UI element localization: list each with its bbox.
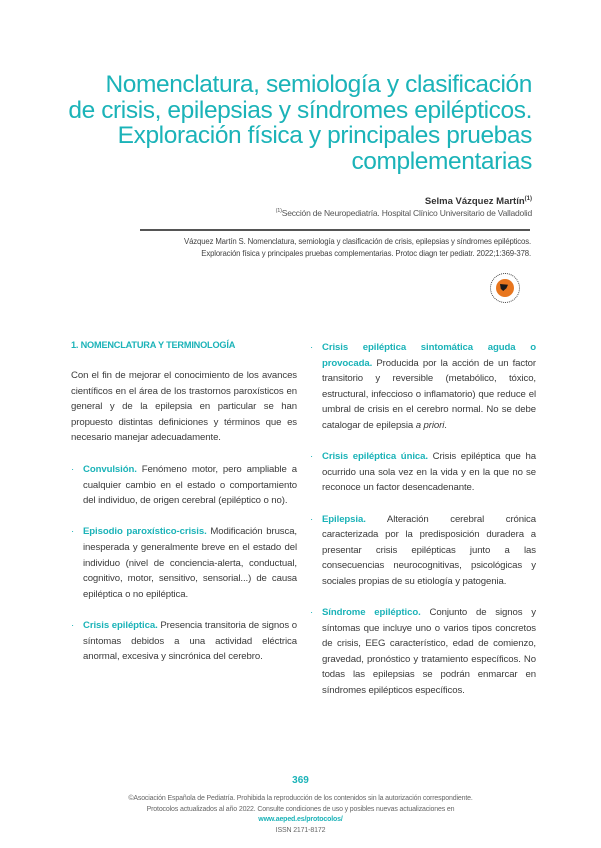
title-line: complementarias [351,147,532,175]
definition-item [310,340,536,434]
author-affiliation [276,208,532,218]
definition-term: Crisis epiléptica. [83,619,158,631]
title-line: de crisis, epilepsias y síndromes epilépticos. [68,96,532,124]
definition-item [310,605,536,699]
citation-block [131,236,531,260]
bullet-icon: · [310,342,314,353]
definition-text: Presencia transitoria de signos o síntomas debidos a una actividad eléctrica anormal, excesiva y sincrónica del cerebro. [83,619,298,663]
definition-item [71,618,297,665]
article-title [60,72,532,174]
definition-item [71,462,297,509]
bullet-icon: · [71,526,75,538]
definition-text: Producida por la acción de un factor transitorio y reversible (metabólico, tóxico, estructural, infeccioso o inflamatorio) que reduce el umbral de crisis en el cerebro normal. No se debe catalogar de epilepsia [322,357,536,431]
bullet-icon: · [310,607,314,619]
left-column [71,340,297,680]
definition-text: Conjunto de signos y síntomas que incluye uno o varios tipos concretos de crisis, EEG característico, edad de comienzo, gravedad, pronóstico y tratamiento específicos. No todas las epilepsias se podrán enmarcar en síndromes epilépticos específicos. [322,607,536,697]
definition-tail: . [444,419,447,431]
title-line: Exploración física y principales pruebas [117,122,532,149]
definition-item [71,524,297,602]
definition-term: Síndrome epiléptico. [322,607,421,619]
page-footer [0,794,601,836]
bullet-icon: · [310,513,314,525]
definition-item [310,512,536,590]
citation-line: Exploración física y principales pruebas complementarias. Protoc diagn ter pediatr. 2022;1:369-378. [201,249,531,258]
right-column [310,340,536,714]
bullet-icon: · [71,463,75,475]
update-text: Protocolos actualizados al año 2022. Consulte condiciones de uso y posibles nuevas actualizaciones en [146,805,455,813]
definition-term: Crisis epiléptica sintomática aguda o provocada. [322,342,536,369]
bullet-icon: · [71,619,75,631]
section-heading: 1. NOMENCLATURA Y TERMINOLOGÍA [71,340,236,350]
bullet-icon: · [310,451,314,463]
definition-term: Convulsión. [83,463,137,475]
definition-text: Modificación brusca, inesperada y generalmente breve en el estado del individuo (nivel de conciencia-alerta, conductual, cognitivo, motor, sensitivo, sensorial...) de causa epiléptica o no epiléptica. [83,526,297,600]
intro-paragraph: Con el fin de mejorar el conocimiento de los avances científicos en el área de los trastornos paroxísticos en general y de la epilepsia en particular se han propuesto distintas definiciones y términos que es necesario manejar adecuadamente. [71,370,297,444]
definition-text: Fenómeno motor, pero ampliable a cualquier cambio en el estado o comportamiento del individuo, de origen cerebral (epiléptico o no). [83,463,297,507]
page-number: 369 [292,775,309,786]
affiliation-text: Sección de Neuropediatría. Hospital Clínico Universitario de Valladolid [281,208,532,218]
affiliation-superscript: (1) [275,208,282,215]
definition-term: Episodio paroxístico-crisis. [83,526,207,538]
definition-text: Alteración cerebral crónica caracterizada por la predisposición duradera a presentar crisis epilépticas junto a las consecuencias neurocognitivas, psicológicas y sociales propias de su etiología y patogenia. [322,513,536,587]
protocols-link[interactable]: www.aeped.es/protocolos/ [258,816,343,823]
author-name [425,196,532,207]
update-notice [0,805,601,826]
citation-line: Vázquez Martín S. Nomenclatura, semiología y clasificación de crisis, epilepsias y síndromes epilépticos. [184,237,531,246]
copyright-notice: ©Asociación Española de Pediatría. Prohibida la reproducción de los contenidos sin la autorización correspondiente. [128,795,473,802]
issn-number: ISSN 2171-8172 [275,826,326,834]
definition-term: Epilepsia. [322,513,366,525]
author-superscript: (1) [524,196,532,202]
seal-center-icon [496,279,514,297]
author-name-text: Selma Vázquez Martín [424,196,525,208]
title-line: Nomenclatura, semiología y clasificación [105,71,532,98]
definition-text: Crisis epiléptica que ha ocurrido una sola vez en la vida y en la que no se reconoce un factor desencadenante. [322,451,537,494]
definition-item [310,449,536,496]
definition-term: Crisis epiléptica única. [322,451,428,463]
definition-italic: a priori [415,419,445,431]
aep-society-seal-icon [490,273,520,303]
header-divider [140,229,530,231]
